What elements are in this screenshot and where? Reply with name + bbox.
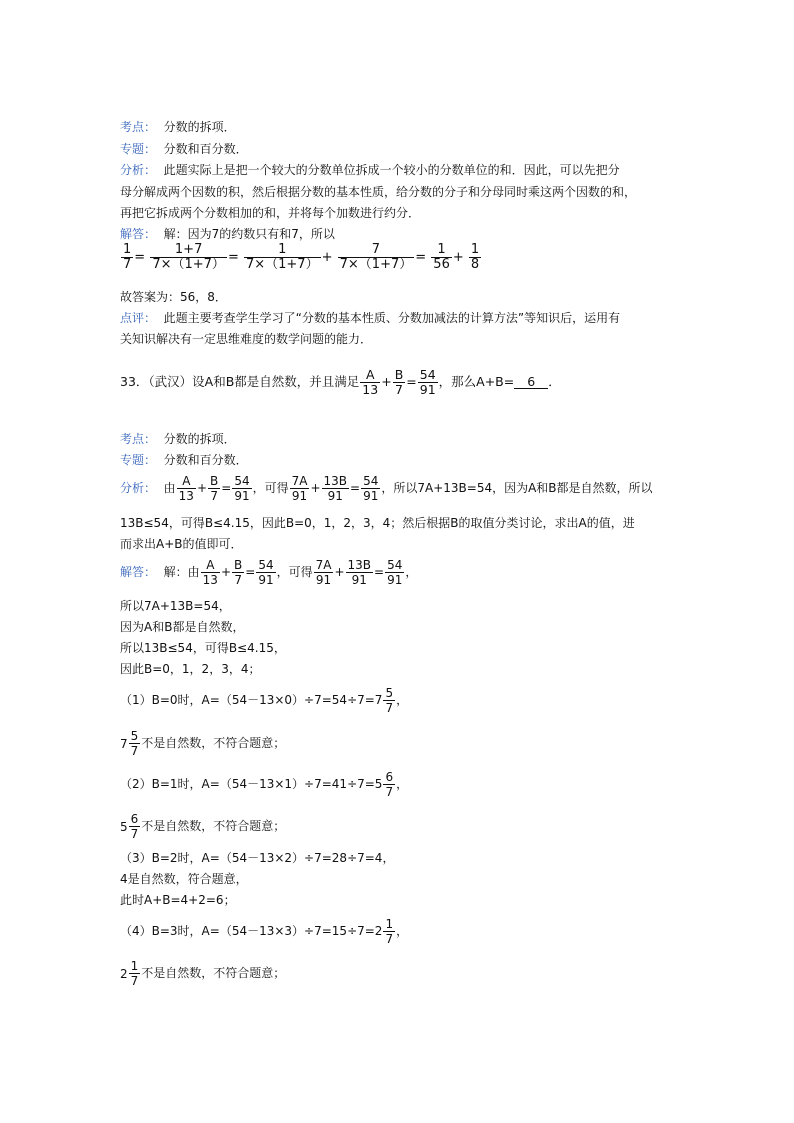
fraction: $\frac{6}{7}$: [385, 770, 394, 799]
fraction: $\frac{13B}{91}$: [323, 474, 348, 503]
case-text: （1）B=0时，A=（54－13×0）÷7=54÷7=7: [120, 693, 383, 707]
equals-sign: =: [374, 565, 385, 579]
result-text: 不是自然数，不符合题意；: [141, 736, 286, 750]
fraction: $\frac{1}{7\times(1+7)}$: [245, 242, 319, 272]
plus-sign: +: [220, 565, 232, 579]
case-2-line: [120, 770, 408, 799]
mixed-whole: 5: [120, 819, 128, 834]
fenxi-label: 分析：: [120, 481, 157, 495]
case-end: ，: [396, 924, 409, 938]
fenxi-post: ，所以7A+13B=54，因为A和B都是自然数，所以: [381, 481, 653, 495]
jieda-end: ，: [405, 565, 418, 579]
kaodian-line-2: [120, 431, 236, 447]
fenxi-text-3: 而求出A+B的值即可．: [120, 537, 243, 551]
fraction: $\frac{1}{7}$: [385, 917, 394, 946]
jieda-text: 解：因为7的约数只有和7，所以: [163, 227, 335, 241]
kaodian-text: 分数的拆项．: [163, 432, 236, 446]
jieda-label: 解答：: [120, 565, 157, 579]
step-text: 因此B=0，1，2，3，4；: [120, 662, 261, 676]
dianping-text-2: 关知识解决有一定思维难度的数学问题的能力．: [120, 332, 373, 346]
case-4-line: [120, 917, 408, 946]
fraction: $\frac{13B}{91}$: [347, 558, 372, 587]
case-1-result: [120, 729, 285, 758]
fenxi-pre: 由: [163, 481, 176, 495]
result-text: 不是自然数，不符合题意；: [141, 966, 286, 980]
fraction: $\frac{54}{91}$: [419, 367, 436, 397]
fraction: $\frac{54}{91}$: [387, 558, 403, 587]
fenxi-line-2: [120, 184, 636, 200]
case-2-result: [120, 812, 285, 841]
fraction: $\frac{A}{13}$: [178, 474, 194, 503]
fenxi-text-2: 13B≤54，可得B≤4.15，因此B=0，1，2，3，4；然后根据B的取值分类讨论，求出A的值，进: [120, 516, 635, 530]
result-text: 此时A+B=4+2=6；: [120, 893, 236, 907]
fenxi-mid: ，可得: [252, 481, 289, 495]
equals-sign: =: [415, 250, 427, 265]
answer-line: [120, 289, 227, 305]
fenxi-label: 分析：: [120, 163, 157, 177]
answer-text: 故答案为：56，8．: [120, 290, 227, 304]
jieda-line-2: [120, 558, 417, 587]
fraction: $\frac{6}{7}$: [130, 812, 139, 841]
fraction: $\frac{1}{8}$: [470, 242, 480, 272]
equation-line: [120, 243, 482, 272]
zhuanti-text: 分数和百分数．: [163, 142, 248, 156]
zhuanti-label: 专题：: [120, 142, 157, 156]
fraction: $\frac{7A}{91}$: [291, 474, 308, 503]
fraction: $\frac{54}{91}$: [234, 474, 250, 503]
plus-sign: +: [334, 565, 345, 579]
case-end: ，: [396, 693, 409, 707]
case-text: （2）B=1时，A=（54－13×1）÷7=41÷7=5: [120, 777, 383, 791]
equals-sign: =: [221, 481, 232, 495]
dianping-text-1: 此题主要考查学生学习了“分数的基本性质、分数加减法的计算方法”等知识后，运用有: [163, 311, 621, 325]
fenxi-line-2-1: [120, 474, 653, 503]
zhuanti-label: 专题：: [120, 453, 157, 467]
equals-sign: =: [134, 250, 146, 265]
step-line: [120, 661, 260, 677]
mixed-whole: 7: [120, 736, 128, 751]
case-3-result-1: [120, 871, 248, 887]
dianping-line-1: [120, 310, 620, 326]
jieda-label: 解答：: [120, 227, 157, 241]
step-line: [120, 640, 286, 656]
case-1-line: [120, 686, 408, 715]
fenxi-line-2-3: [120, 536, 243, 552]
fenxi-text-2: 母分解成两个因数的积，然后根据分数的基本性质，给分数的分子和分母同时乘这两个因数的和，: [120, 185, 637, 199]
equals-sign: =: [227, 250, 239, 265]
fraction: $\frac{1}{56}$: [433, 242, 450, 272]
case-3-line: [120, 850, 394, 866]
question-end: ．: [548, 374, 561, 389]
plus-sign: +: [452, 250, 464, 265]
fenxi-text-1: 此题实际上是把一个较大的分数单位拆成一个较小的分数单位的和．因此，可以先把分: [163, 163, 620, 177]
fraction: $\frac{5}{7}$: [130, 729, 139, 758]
kaodian-text: 分数的拆项．: [163, 120, 236, 134]
plus-sign: +: [321, 250, 333, 265]
case-4-result: [120, 959, 285, 988]
result-text: 4是自然数，符合题意，: [120, 872, 248, 886]
plus-sign: +: [196, 481, 208, 495]
step-text: 所以13B≤54，可得B≤4.15，: [120, 641, 286, 655]
step-line: [120, 619, 244, 635]
case-text: （4）B=3时，A=（54－13×3）÷7=15÷7=2: [120, 924, 383, 938]
step-text: 因为A和B都是自然数，: [120, 620, 245, 634]
dianping-label: 点评：: [120, 311, 157, 325]
zhuanti-text: 分数和百分数．: [163, 453, 248, 467]
fraction: $\frac{1}{7}$: [123, 242, 132, 272]
result-text: 不是自然数，不符合题意；: [141, 819, 286, 833]
fenxi-line-1: [120, 162, 620, 178]
step-text: 所以7A+13B=54，: [120, 599, 231, 613]
zhuanti-line: [120, 141, 248, 157]
fraction: $\frac{1+7}{7\times(1+7)}$: [152, 242, 225, 272]
fraction: $\frac{7A}{91}$: [315, 558, 332, 587]
fraction: $\frac{B}{7}$: [210, 474, 219, 503]
question-suffix: ，那么A+B=: [438, 374, 515, 389]
fenxi-line-3: [120, 205, 420, 221]
jieda-mid: ，可得: [276, 565, 313, 579]
fenxi-line-2-2: [120, 515, 635, 531]
fraction: $\frac{5}{7}$: [385, 686, 394, 715]
fraction: $\frac{1}{7}$: [130, 959, 139, 988]
plus-sign: +: [310, 481, 321, 495]
fraction: $\frac{54}{91}$: [258, 558, 274, 587]
kaodian-line: [120, 119, 236, 135]
question-33: [120, 368, 561, 397]
jieda-line: [120, 226, 335, 242]
fraction: $\frac{B}{7}$: [394, 367, 404, 397]
question-prefix: 33．（武汉）设A和B都是自然数，并且满足: [120, 374, 360, 389]
case-text: （3）B=2时，A=（54－13×2）÷7=28÷7=4，: [120, 851, 395, 865]
fraction: $\frac{7}{7\times(1+7)}$: [339, 242, 413, 272]
fraction: $\frac{A}{13}$: [202, 558, 218, 587]
fraction: $\frac{54}{91}$: [363, 474, 379, 503]
equals-sign: =: [245, 565, 256, 579]
mixed-whole: 2: [120, 966, 128, 981]
equals-sign: =: [350, 481, 361, 495]
equals-sign: =: [406, 374, 417, 389]
case-end: ，: [396, 777, 409, 791]
kaodian-label: 考点：: [120, 432, 157, 446]
fenxi-text-3: 再把它拆成两个分数相加的和，并将每个加数进行约分．: [120, 206, 421, 220]
plus-sign: +: [381, 374, 392, 389]
dianping-line-2: [120, 331, 372, 347]
case-3-result-2: [120, 892, 236, 908]
kaodian-label: 考点：: [120, 120, 157, 134]
zhuanti-line-2: [120, 452, 248, 468]
answer-blank: 6: [514, 375, 548, 389]
step-line: [120, 598, 231, 614]
fraction: $\frac{B}{7}$: [234, 558, 243, 587]
fraction: $\frac{A}{13}$: [362, 367, 379, 397]
jieda-pre: 解：由: [163, 565, 200, 579]
